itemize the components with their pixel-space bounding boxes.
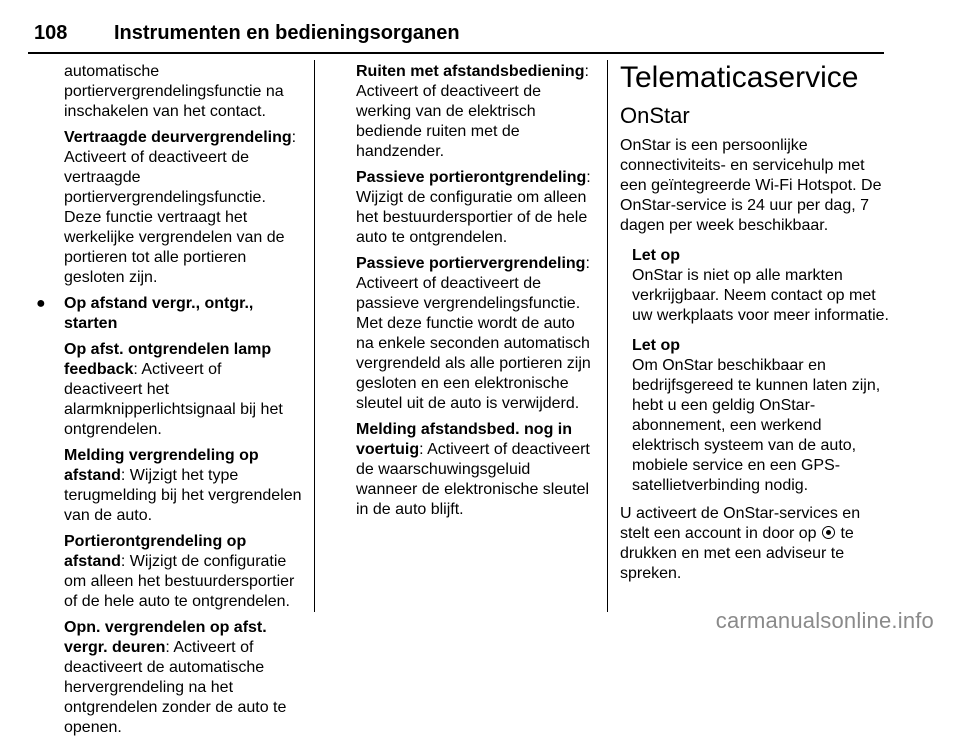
onstar-activation: U activeert de OnStar-services en stelt een account in door op te drukken en met een adviseur te spreken.: [620, 505, 861, 582]
setting-passive-unlock: Passieve portierontgrendeling: Wijzigt de configuratie om alleen het bestuurdersportier of de hele auto te ontgrendelen.: [356, 169, 591, 246]
subsection-title: OnStar: [620, 103, 690, 128]
column-middle: [356, 62, 596, 526]
setting-relock: Opn. vergrendelen op afst. vergr. deuren: Activeert of deactiveert de automatische hervergrendeling na het ontgrendelen zonder de auto te openen.: [64, 619, 287, 736]
setting-lamp-feedback: Op afst. ontgrendelen lamp feedback: Activeert of deactiveert het alarmknipperlichtsignaal bij het ontgrendelen.: [64, 341, 283, 438]
note-availability: [632, 246, 890, 326]
intro-paragraph: automatische portiervergrendelingsfunctie na inschakelen van het contact.: [64, 63, 284, 120]
onstar-button-icon: [822, 526, 835, 539]
watermark: carmanualsonline.info: [715, 608, 934, 633]
column-divider: [314, 60, 315, 612]
note-text: OnStar is niet op alle markten verkrijgbaar. Neem contact op met uw werkplaats voor meer informatie.: [632, 267, 889, 324]
column-right: [620, 62, 890, 590]
setting-passive-lock: Passieve portiervergrendeling: Activeert of deactiveert de passieve vergrendelingsfunctie. Met deze functie wordt de auto na enkele seconden automatisch vergrendeld als alle portieren zijn gesloten en een elektronische sleutel uit de auto is verwijderd.: [356, 255, 591, 412]
setting-remote-windows: Ruiten met afstandsbediening: Activeert of deactiveert de werking van de elektrisch bediende ruiten met de handzender.: [356, 63, 589, 160]
page-header: [28, 8, 884, 54]
bullet-remote-lock: [36, 294, 304, 334]
note-requirements: [632, 336, 890, 496]
page-number: 108: [34, 22, 68, 44]
note-text: Om OnStar beschikbaar en bedrijfsgereed te kunnen laten zijn, hebt u een geldig OnStar-abonnement, een werkend elektrisch systeem van de auto, mobiele service en een GPS-satellietverbinding nodig.: [632, 357, 881, 494]
setting-remote-lock-feedback: Melding vergrendeling op afstand: Wijzigt het type terugmelding bij het vergrendelen van de auto.: [64, 447, 302, 524]
bullet-title: Op afstand vergr., ontgr., starten: [64, 295, 254, 332]
note-title: Let op: [632, 337, 680, 354]
column-divider: [607, 60, 608, 612]
onstar-intro: OnStar is een persoonlijke connectiviteits- en servicehulp met een geïntegreerde Wi-Fi Hotspot. De OnStar-service is 24 uur per dag, 7 dagen per week beschikbaar.: [620, 137, 882, 234]
setting-remote-unlock: Portierontgrendeling op afstand: Wijzigt de configuratie om alleen het bestuurdersportier of de hele auto te ontgrendelen.: [64, 533, 295, 610]
setting-delayed-lock: Vertraagde deurvergrendeling: Activeert of deactiveert de vertraagde portiervergrendelingsfunctie. Deze functie vertraagt het werkelijke vergrendelen van de portieren tot alle portieren gesloten zijn.: [64, 129, 297, 286]
setting-key-in-vehicle: Melding afstandsbed. nog in voertuig: Activeert of deactiveert de waarschuwingsgeluid wanneer de elektronische sleutel in de auto blijft.: [356, 421, 590, 518]
section-title: Telematicaservice: [620, 61, 859, 94]
chapter-title: Instrumenten en bedieningsorganen: [114, 22, 460, 44]
note-title: Let op: [632, 247, 680, 264]
bullet-icon: ●: [36, 295, 46, 312]
